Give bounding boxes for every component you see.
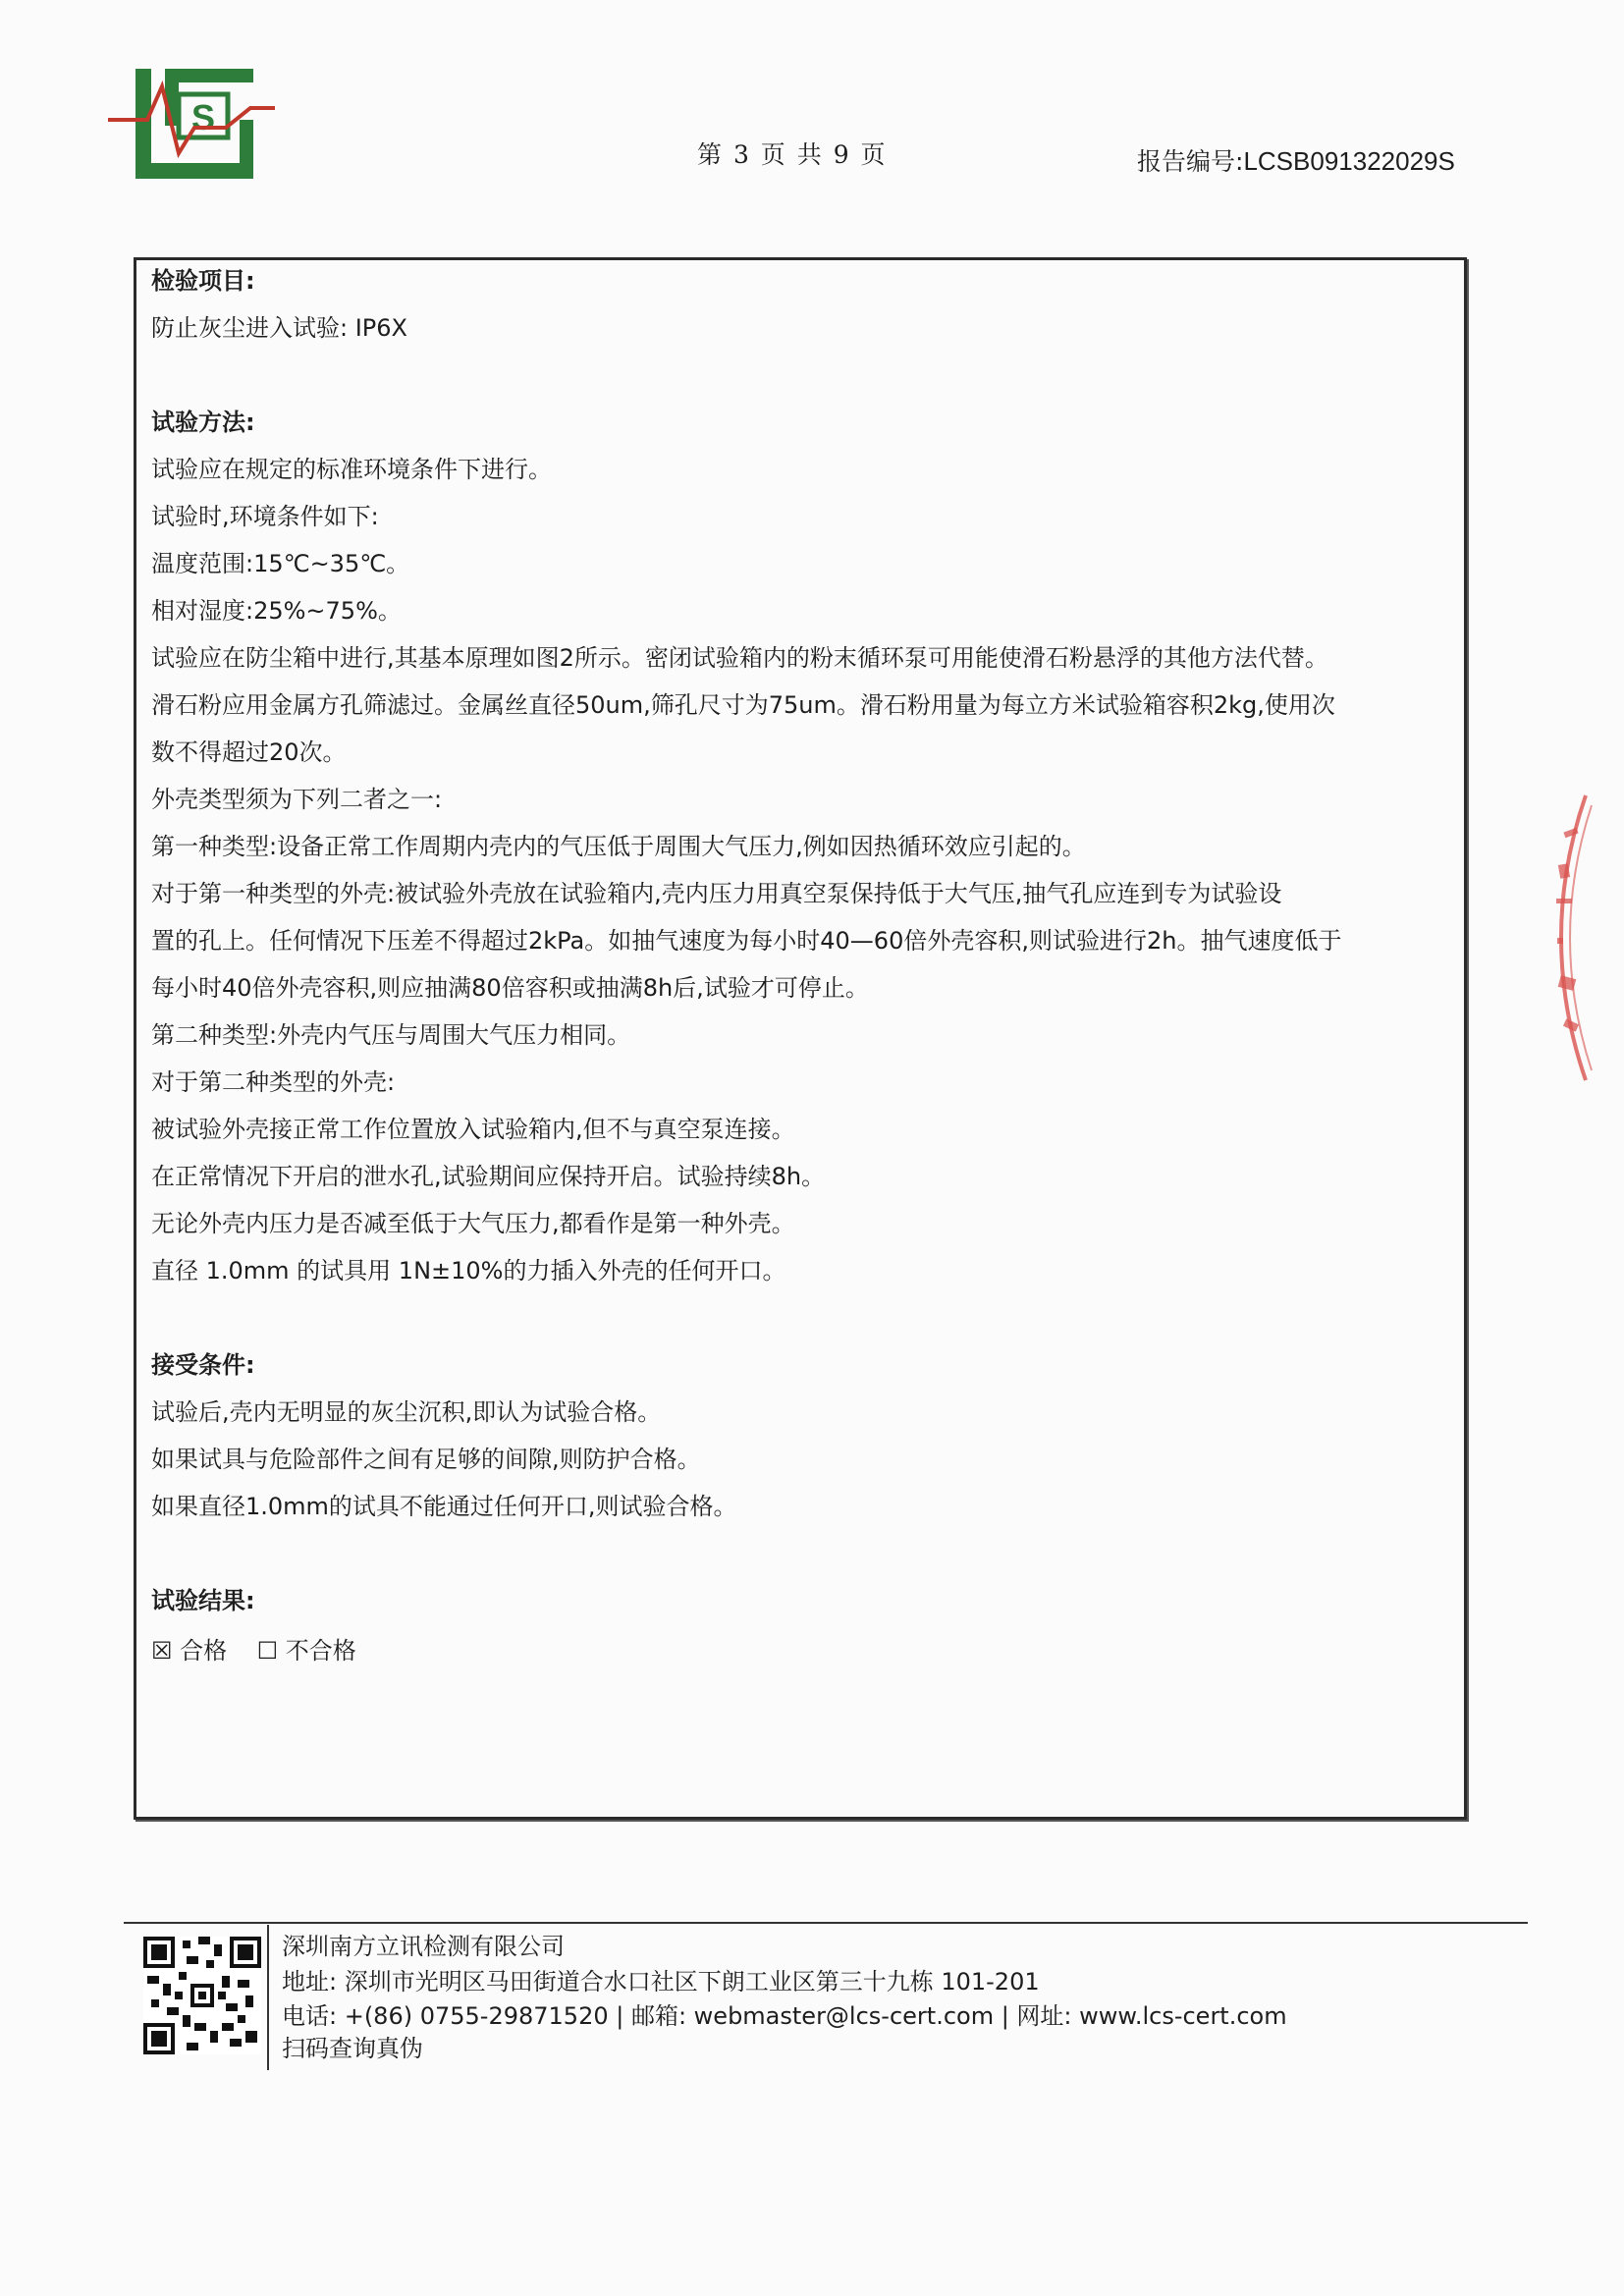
text-line: 数不得超过20次。: [151, 738, 347, 766]
logo-letter: S: [190, 97, 216, 137]
text-line: 如果直径1.0mm的试具不能通过任何开口,则试验合格。: [151, 1493, 737, 1520]
text-line: 置的孔上。任何情况下压差不得超过2kPa。如抽气速度为每小时40—60倍外壳容积,则试验进行2h。抽气速度低于: [151, 927, 1342, 955]
footer-divider: [124, 1922, 1528, 1924]
text-line: 如果试具与危险部件之间有足够的间隙,则防护合格。: [151, 1446, 701, 1473]
footer-verify: 扫码查询真伪: [282, 2035, 423, 2062]
text-line: 对于第一种类型的外壳:被试验外壳放在试验箱内,壳内压力用真空泵保持低于大气压,抽气孔应连到专为试验设: [151, 880, 1282, 907]
text-line: 无论外壳内压力是否减至低于大气压力,都看作是第一种外壳。: [151, 1210, 795, 1237]
footer-address: 地址: 深圳市光明区马田街道合水口社区下朗工业区第三十九栋 101-201: [282, 1968, 1040, 1995]
result-checkboxes: ☒ 合格 ☐ 不合格: [151, 1637, 356, 1665]
qr-code-icon: [143, 1937, 261, 2054]
section-heading-result: 试验结果:: [151, 1587, 255, 1614]
text-line: 试验应在规定的标准环境条件下进行。: [151, 456, 552, 483]
section-heading-test-method: 试验方法:: [151, 409, 255, 436]
text-line: 温度范围:15℃~35℃。: [151, 550, 410, 577]
text-line: 每小时40倍外壳容积,则应抽满80倍容积或抽满8h后,试验才可停止。: [151, 974, 869, 1002]
text-line: 外壳类型须为下列二者之一:: [151, 786, 443, 813]
text-line: 试验应在防尘箱中进行,其基本原理如图2所示。密闭试验箱内的粉末循环泵可用能使滑石粉悬浮的其他方法代替。: [151, 644, 1328, 672]
footer-contact: 电话: +(86) 0755-29871520 | 邮箱: webmaster@lcs-cert.com | 网址: www.lcs-cert.com: [282, 2002, 1287, 2030]
text-line: 试验后,壳内无明显的灰尘沉积,即认为试验合格。: [151, 1398, 662, 1426]
text-line: 直径 1.0mm 的试具用 1N±10%的力插入外壳的任何开口。: [151, 1257, 786, 1285]
text-line: 被试验外壳接正常工作位置放入试验箱内,但不与真空泵连接。: [151, 1116, 795, 1143]
section-heading-test-item: 检验项目:: [151, 267, 255, 295]
report-number: [1137, 142, 1455, 178]
section-heading-acceptance: 接受条件:: [151, 1351, 255, 1379]
footer-separator: [267, 1925, 269, 2070]
text-line: 第二种类型:外壳内气压与周围大气压力相同。: [151, 1021, 631, 1049]
seal-stamp: [1527, 791, 1596, 1085]
text-line: 试验时,环境条件如下:: [151, 503, 379, 530]
footer-company: 深圳南方立讯检测有限公司: [282, 1933, 565, 1960]
text-line: 第一种类型:设备正常工作周期内壳内的气压低于周围大气压力,例如因热循环效应引起的。: [151, 833, 1086, 860]
text-line: 滑石粉应用金属方孔筛滤过。金属丝直径50um,筛孔尺寸为75um。滑石粉用量为每立方米试验箱容积2kg,使用次: [151, 691, 1335, 719]
text-line: 相对湿度:25%~75%。: [151, 597, 402, 625]
text-line: 对于第二种类型的外壳:: [151, 1068, 396, 1096]
text-line: 防止灰尘进入试验: IP6X: [151, 314, 407, 342]
lcs-logo: [108, 59, 275, 187]
report-number-value: LCSB091322029S: [1243, 146, 1455, 176]
text-line: 在正常情况下开启的泄水孔,试验期间应保持开启。试验持续8h。: [151, 1163, 826, 1190]
page-number: 第 3 页 共 9 页: [697, 140, 888, 169]
report-number-label: 报告编号:: [1137, 147, 1244, 176]
